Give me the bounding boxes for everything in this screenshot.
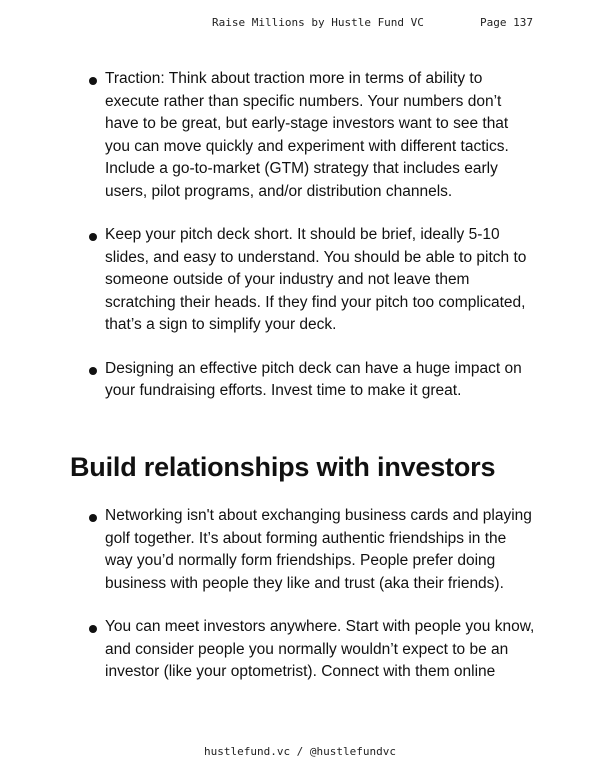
list-item	[0, 224, 600, 337]
bullet-text: Designing an effective pitch deck can have a huge impact on your fundraising efforts. Invest time to make it great.	[105, 359, 522, 399]
header-page-number: Page 137	[480, 16, 533, 29]
bullet-text: You can meet investors anywhere. Start with people you know, and consider people you normally wouldn’t expect to be an investor (like your optometrist). Connect with them online	[105, 618, 535, 680]
list-item	[0, 505, 600, 595]
bullet-text: Traction: Think about traction more in terms of ability to execute rather than specific numbers. Your numbers don’t have to be great, but early-stage investors want to see that you can move quickly and experiment with different tactics. Include a go-to-market (GTM) strategy that includes early users, pilot programs, and/or distribution channels.	[105, 70, 509, 200]
list-item	[0, 358, 600, 403]
page-header	[0, 16, 600, 34]
bullet-icon	[89, 233, 97, 241]
bullet-icon	[89, 77, 97, 85]
bullet-text: Networking isn't about exchanging business cards and playing golf together. It’s about forming authentic friendships in the way you’d normally form friendships. People prefer doing business with people they like and trust (aka their friends).	[105, 507, 532, 592]
header-book-title: Raise Millions by Hustle Fund VC	[212, 16, 424, 29]
bullet-text: Keep your pitch deck short. It should be brief, ideally 5-10 slides, and easy to understand. You should be able to pitch to someone outside of your industry and not leave them scratching their heads. If they find your pitch too complicated, that’s a sign to simplify your deck.	[105, 226, 527, 333]
bullet-icon	[89, 367, 97, 375]
bullet-list-pitch-deck	[0, 68, 600, 403]
list-item	[0, 68, 600, 203]
bullet-list-relationships	[0, 505, 600, 684]
bullet-icon	[89, 514, 97, 522]
section-heading: Build relationships with investors	[70, 452, 496, 482]
list-item	[0, 616, 600, 684]
bullet-icon	[89, 625, 97, 633]
page-footer: hustlefund.vc / @hustlefundvc	[203, 745, 397, 758]
